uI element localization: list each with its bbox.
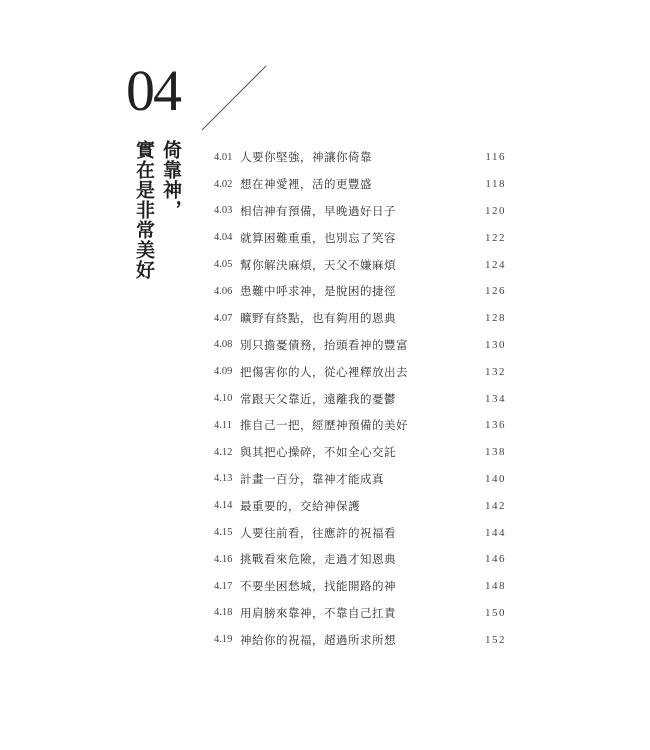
toc-entry-title: 幫你解決麻煩，天父不嫌麻煩 xyxy=(240,257,396,272)
toc-entry-number: 4.11 xyxy=(214,419,232,431)
table-of-contents xyxy=(214,144,506,653)
toc-entry-page: 122 xyxy=(485,231,506,244)
toc-entry-title: 計畫一百分，靠神才能成真 xyxy=(240,471,384,486)
toc-entry[interactable] xyxy=(214,466,506,493)
chapter-title xyxy=(134,140,180,280)
toc-entry-number: 4.18 xyxy=(214,607,233,619)
toc-entry[interactable] xyxy=(214,278,506,305)
toc-entry-page: 132 xyxy=(485,365,506,378)
toc-entry-page: 152 xyxy=(485,633,506,646)
toc-entry-title: 曠野有終點，也有夠用的恩典 xyxy=(240,311,396,326)
toc-entry-page: 130 xyxy=(485,338,506,351)
toc-entry-page: 124 xyxy=(485,258,506,271)
toc-entry-number: 4.16 xyxy=(214,553,233,565)
toc-entry-number: 4.12 xyxy=(214,446,233,458)
toc-entry[interactable] xyxy=(214,492,506,519)
toc-entry-title: 推自己一把，經歷神預備的美好 xyxy=(240,418,408,433)
toc-entry[interactable] xyxy=(214,358,506,385)
chapter-number: 04 xyxy=(126,58,180,123)
toc-entry-title: 最重要的，交給神保護 xyxy=(240,498,360,513)
toc-entry-page: 116 xyxy=(485,151,506,164)
toc-entry[interactable] xyxy=(214,251,506,278)
toc-entry[interactable] xyxy=(214,439,506,466)
toc-entry-number: 4.02 xyxy=(214,178,233,190)
toc-entry-page: 126 xyxy=(485,285,506,298)
toc-entry[interactable] xyxy=(214,573,506,600)
toc-entry-page: 144 xyxy=(485,526,506,539)
toc-entry-number: 4.03 xyxy=(214,205,233,217)
toc-entry[interactable] xyxy=(214,519,506,546)
chapter-title-line-1: 倚靠神， xyxy=(160,140,182,220)
toc-entry-page: 138 xyxy=(485,446,506,459)
toc-entry-number: 4.08 xyxy=(214,339,233,351)
toc-entry-page: 118 xyxy=(485,178,506,191)
toc-entry-number: 4.04 xyxy=(214,232,233,244)
toc-entry-title: 患難中呼求神，是脫困的捷徑 xyxy=(240,284,396,299)
toc-entry-page: 146 xyxy=(485,553,506,566)
toc-entry-title: 相信神有預備，早晚過好日子 xyxy=(240,203,396,218)
toc-entry[interactable] xyxy=(214,626,506,653)
toc-entry-number: 4.09 xyxy=(214,366,233,378)
toc-entry-title: 別只擔憂債務，抬頭看神的豐富 xyxy=(240,337,408,352)
toc-entry-title: 挑戰看來危險，走過才知恩典 xyxy=(240,552,396,567)
toc-entry-title: 與其把心操碎，不如全心交託 xyxy=(240,445,396,460)
toc-entry-number: 4.15 xyxy=(214,527,233,539)
toc-entry-title: 就算困難重重，也別忘了笑容 xyxy=(240,230,396,245)
toc-entry[interactable] xyxy=(214,144,506,171)
toc-entry-number: 4.10 xyxy=(214,393,233,405)
toc-entry-title: 想在神愛裡，活的更豐盛 xyxy=(240,177,372,192)
toc-entry-page: 134 xyxy=(485,392,506,405)
toc-entry-title: 神給你的祝福，超過所求所想 xyxy=(240,632,396,647)
toc-entry-title: 用肩膀來靠神，不靠自己扛責 xyxy=(240,605,396,620)
toc-entry[interactable] xyxy=(214,224,506,251)
toc-entry-number: 4.19 xyxy=(214,634,233,646)
toc-entry-number: 4.14 xyxy=(214,500,233,512)
toc-entry-page: 120 xyxy=(485,204,506,217)
toc-entry-title: 人要你堅強，神讓你倚靠 xyxy=(240,150,372,165)
toc-entry-title: 把傷害你的人，從心裡釋放出去 xyxy=(240,364,408,379)
chapter-title-line-2: 實在是非常美好 xyxy=(133,140,155,280)
toc-entry-title: 不要坐困愁城，找能開路的神 xyxy=(240,579,396,594)
toc-entry-number: 4.07 xyxy=(214,312,233,324)
toc-entry[interactable] xyxy=(214,600,506,627)
decorative-slash-line xyxy=(200,64,270,132)
toc-entry[interactable] xyxy=(214,198,506,225)
toc-entry-title: 人要往前看，往應許的祝福看 xyxy=(240,525,396,540)
toc-entry[interactable] xyxy=(214,305,506,332)
toc-entry-number: 4.01 xyxy=(214,151,233,163)
toc-entry-number: 4.05 xyxy=(214,259,233,271)
toc-entry[interactable] xyxy=(214,171,506,198)
toc-entry-title: 常跟天父靠近，遠離我的憂鬱 xyxy=(240,391,396,406)
toc-entry[interactable] xyxy=(214,412,506,439)
toc-entry-page: 140 xyxy=(485,472,506,485)
toc-entry-page: 136 xyxy=(485,419,506,432)
toc-entry-number: 4.13 xyxy=(214,473,233,485)
toc-entry[interactable] xyxy=(214,332,506,359)
toc-entry-page: 148 xyxy=(485,580,506,593)
toc-entry-number: 4.17 xyxy=(214,580,233,592)
toc-entry-number: 4.06 xyxy=(214,285,233,297)
toc-entry-page: 128 xyxy=(485,312,506,325)
toc-entry-page: 142 xyxy=(485,499,506,512)
toc-entry[interactable] xyxy=(214,546,506,573)
toc-entry-page: 150 xyxy=(485,606,506,619)
toc-entry[interactable] xyxy=(214,385,506,412)
